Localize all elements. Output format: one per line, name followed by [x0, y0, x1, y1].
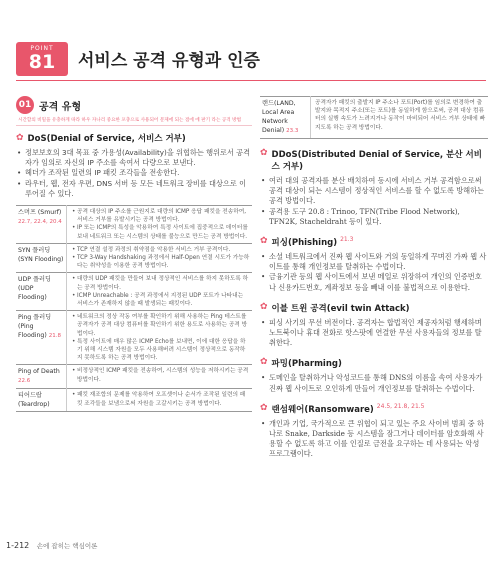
pharming-heading [260, 357, 488, 369]
point-label: POINT [30, 45, 54, 52]
twin-heading [260, 302, 488, 314]
section-title: 공격 유형 [39, 101, 82, 113]
gear-icon: ✿ [260, 357, 268, 368]
attack-desc: • TCP 연결 설정 과정의 취약점을 악용한 서비스 거부 공격이다. • TCP 3-Way Handshaking 과정에서 Half-Open 연결 시도가 가능하다는 취약성을 이용한 공격 방법이다. [67, 243, 253, 273]
section-header [16, 96, 252, 114]
attack-name: Ping of Death 22.6 [16, 365, 67, 389]
twin-bullets [260, 318, 488, 349]
list-item: • 피싱 사기의 무선 버전이다. 공격자는 합법적인 제공자처럼 행세하며 노트북이나 휴대 전화로 핫스팟에 연결한 무선 사용자들의 정보를 탈취한다. [269, 318, 488, 349]
table-row [16, 311, 252, 365]
ddos-title: DDoS(Distributed Denial of Service, 분산 서비스 거부) [271, 150, 482, 172]
title-divider [16, 80, 486, 81]
table-row [260, 97, 488, 139]
table-row [16, 206, 252, 244]
attack-desc: • 공격 대상의 IP 주소를 근원지로 대량의 ICMP 응답 패킷을 전송하여, 서비스 거부를 유발시키는 공격 방법이다. • IP 또는 ICMP의 특성을 악용하여 특정 사이트에 집중적으로 데이터를 보내 네트워크 또는 시스템의 상태를 불능으로 만드는 공격 방법이다. [67, 206, 253, 244]
list-item: • 여러 대의 공격자를 분산 배치하여 동시에 서비스 거부 공격함으로써 공격 대상이 되는 시스템이 정상적인 서비스를 할 수 없도록 방해하는 공격 방법이다. [269, 176, 488, 207]
list-item: • 개인과 기업, 국가적으로 큰 위협이 되고 있는 주요 사이버 범죄 중 하나로 Snake, Darkside 등 시스템을 잠그거나 데이터를 암호화해 사용할 수 없도록 하고 이를 인질로 금전을 요구하는 데 사용되는 악성 프로그램이다. [269, 419, 488, 460]
list-item: • 금융기관 등의 웹 사이트에서 보낸 메일로 위장하여 개인의 인증번호나 신용카드번호, 계좌정보 등을 빼내 이를 불법적으로 이용한다. [269, 272, 488, 292]
table-row [16, 365, 252, 389]
list-item: • 정보보호의 3대 목표 중 가용성(Availability)을 위협하는 행위로서 공격자가 임의로 자신의 IP 주소를 속여서 다량으로 보낸다. [25, 148, 252, 168]
point-badge [16, 42, 68, 76]
ddos-heading [260, 148, 488, 172]
list-item: • 라우터, 웹, 전자 우편, DNS 서버 등 모든 네트워크 장비를 대상으로 이루어질 수 있다. [25, 179, 252, 199]
twin-title: 이블 트윈 공격(evil twin Attack) [271, 303, 410, 314]
attack-name: 랜드(LAND, Local Area Network Denial) 23.3 [260, 97, 311, 139]
ransom-title: 랜섬웨어(Ransomware) [271, 404, 374, 415]
attack-name: Ping 플러딩 (Ping Flooding) 21.8 [16, 311, 67, 365]
dos-bullets [16, 148, 252, 199]
ransom-pages: 24.5, 21.8, 21.5 [376, 402, 425, 410]
table-row [16, 389, 252, 412]
attack-desc: • 네트워크의 정상 작동 여부를 확인하기 위해 사용하는 Ping 테스트를 공격자가 공격 대상 컴퓨터를 확인하기 위한 용도로 사용하는 공격 방법이다. • 특정 사이트에 매우 많은 ICMP Echo를 보내면, 이에 대한 응답을 하기 위해 시스템 자원을 모두 사용해버려 시스템이 정상적으로 동작하지 못하도록 하는 공격 방법이다. [67, 311, 253, 365]
dos-heading [16, 132, 252, 144]
gear-icon: ✿ [260, 301, 268, 312]
attack-desc: • 패킷 재조합의 문제를 악용하여 오프셋이나 순서가 조작된 일련의 패킷 조각들을 보냄으로써 자원을 고갈시키는 공격 방법이다. [67, 389, 253, 412]
ransom-heading [260, 403, 488, 415]
list-item: • 도메인을 탈취하거나 악성코드를 통해 DNS의 이름을 속여 사용자가 진짜 웹 사이트로 오인하게 만들어 개인정보를 탈취하는 수법이다. [269, 373, 488, 393]
attack-name: 스머프 (Smurf) 22.7, 22.4, 20.4 [16, 206, 67, 244]
page-number: 1-212 [6, 541, 30, 550]
book-title: 손에 잡히는 핵심이론 [36, 542, 98, 550]
gear-icon: ✿ [260, 148, 268, 158]
list-item: • 헤더가 조작된 일련의 IP 패킷 조각들을 전송한다. [25, 168, 252, 178]
phishing-title: 피싱(Phishing) [271, 238, 338, 249]
table-row [16, 243, 252, 273]
gear-icon: ✿ [260, 236, 268, 247]
page-title: 서비스 공격 유형과 인증 [78, 51, 260, 71]
page-footer [6, 541, 97, 550]
ddos-bullets [260, 176, 488, 227]
attack-name: UDP 플러딩 (UDP Flooding) [16, 273, 67, 311]
pharming-bullets [260, 373, 488, 393]
list-item: • 소셜 네트워크에서 진짜 웹 사이트와 거의 동일하게 꾸며진 가짜 웹 사이트를 통해 개인정보를 탈취하는 수법이다. [269, 252, 488, 272]
attack-desc: • 비정상적인 ICMP 패킷을 전송하여, 시스템의 성능을 저하시키는 공격 방법이다. [67, 365, 253, 389]
phishing-pages: 21.3 [340, 236, 354, 244]
table-row [16, 273, 252, 311]
land-table [260, 96, 488, 139]
attack-name: 티어드랍 (Teardrop) [16, 389, 67, 412]
phishing-bullets [260, 252, 488, 293]
pharming-title: 파밍(Pharming) [271, 359, 342, 370]
ransom-bullets [260, 419, 488, 460]
dos-title: DoS(Denial of Service, 서비스 거부) [27, 134, 186, 144]
phishing-heading [260, 236, 488, 248]
list-item: • 공격용 도구 20.8 : Trinoo, TFN(Tribe Flood Network), TFN2K, Stacheldraht 등이 있다. [269, 207, 488, 227]
attack-desc: • 대량의 UDP 패킷을 만들어 보내 정상적인 서비스를 하지 못하도록 하는 공격 방법이다. • ICMP Unreachable : 공격 과정에서 지정된 UDP 포트가 나타내는 서비스가 존재하지 않을 때 발생되는 패킷이다. [67, 273, 253, 311]
right-column [260, 96, 488, 460]
attack-name: SYN 플러딩 (SYN Flooding) [16, 243, 67, 273]
left-column [16, 96, 252, 412]
gear-icon: ✿ [16, 133, 24, 143]
dos-attack-table [16, 205, 252, 412]
section-tip: 시간할의 비밀을 유충하게 따라 하우 자나리 중요한 포충으로 사용되어 문제에 되는 점에 에 판기 라는 공격 방법 [16, 117, 252, 126]
section-number: 01 [16, 96, 34, 114]
gear-icon: ✿ [260, 402, 268, 413]
point-number: 81 [28, 51, 56, 73]
attack-desc: 공격자가 패킷의 출발지 IP 주소나 포트(Port)를 임의로 변경하여 출발지와 목적지 주소(또는 포트)를 동일하게 함으로써, 공격 대상 컴퓨터의 실행 속도가 느려지거나 동작이 마비되어 서비스 거부 상태에 빠지도록 하는 공격 방법이다. [311, 97, 489, 139]
